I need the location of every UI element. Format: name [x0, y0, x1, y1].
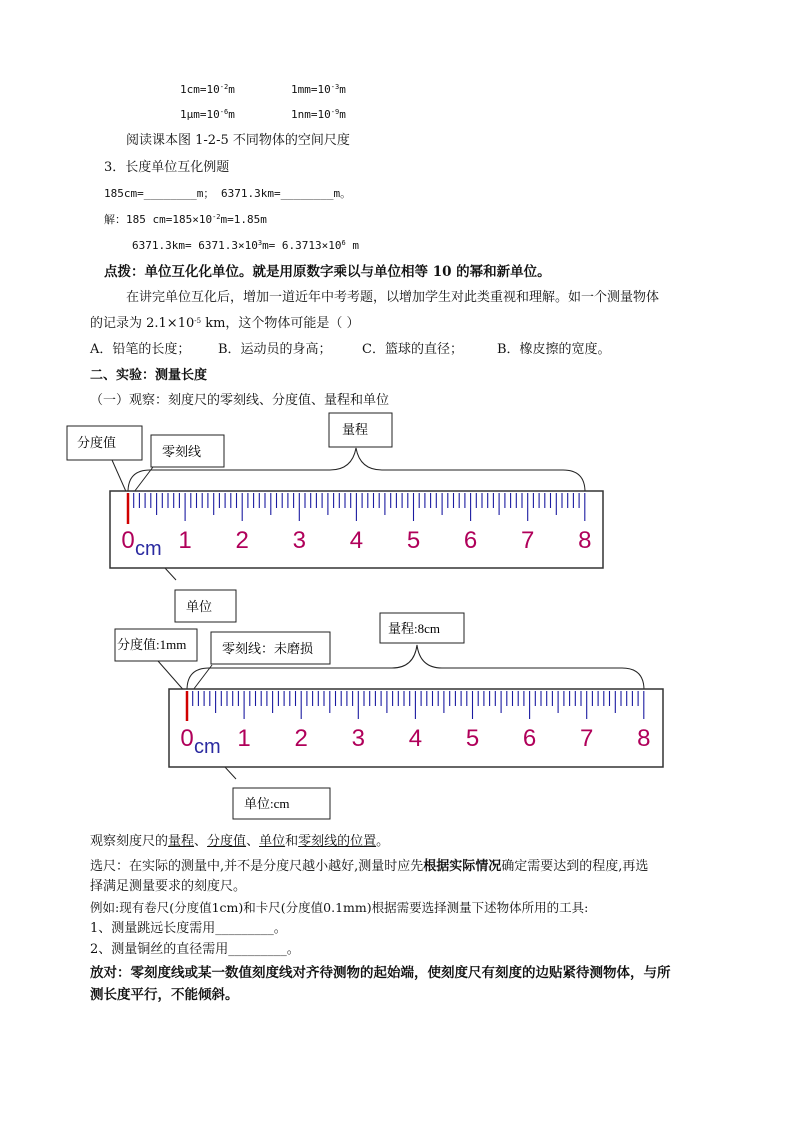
ruler-1-unit: cm [135, 538, 162, 560]
unit-um: $1\mu m=10^{-6}m$ [180, 108, 235, 121]
ruler-number: 0 [180, 725, 194, 752]
tip-text: 点拨：单位互化化单位。就是用原数字乘以与单位相等 10 的幂和新单位。 [104, 264, 551, 280]
observe-line: 观察刻度尺的量程、分度值、单位和零刻线的位置。 [90, 834, 390, 849]
option-c: C．篮球的直径； [362, 342, 463, 357]
option-b: B．运动员的身高； [218, 342, 332, 357]
label-fendu: 分度值 [77, 435, 117, 450]
label-unit-2: 单位:cm [244, 796, 290, 811]
ruler-number: 2 [235, 527, 249, 554]
select-line-2: 择满足测量要求的刻度尺。 [90, 879, 247, 894]
paragraph-line-1: 在讲完单位互化后，增加一道近年中考考题，以增加学生对此类重视和理解。如一个测量物体 [126, 290, 660, 305]
ruler-number: 6 [463, 527, 478, 554]
paragraph-line-2: 的记录为 $2.1\times 10^{-5}$ km，这个物体可能是（ ） [90, 316, 360, 331]
label-fendu-2: 分度值:1mm [117, 637, 187, 652]
label-unit: 单位 [186, 599, 213, 614]
ruler-number: 1 [237, 725, 251, 752]
ruler-number: 2 [294, 725, 308, 752]
unit-nm: $1nm=10^{-9}m$ [291, 108, 346, 121]
section2-title: 二、实验：测量长度 [90, 368, 208, 383]
question-2: 2、测量铜丝的直径需用_________。 [90, 942, 300, 957]
ruler-number: 3 [292, 527, 306, 554]
option-d: B．橡皮擦的宽度。 [497, 342, 611, 357]
section3-title: 3．长度单位互化例题 [104, 160, 230, 175]
unit-mm: $1mm=10^{-3}m$ [291, 83, 346, 96]
reading-note: 阅读课本图 1-2-5 不同物体的空间尺度 [126, 133, 350, 148]
ruler-number: 0 [121, 527, 135, 554]
example-line: 例如:现有卷尺(分度值1cm)和卡尺(分度值0.1mm)根据需要选择测量下述物体所用的工具: [90, 900, 589, 915]
ruler-1 [67, 413, 603, 622]
label-liangcheng-2: 量程:8cm [388, 621, 440, 636]
observe-title: （一）观察：刻度尺的零刻线、分度值、量程和单位 [90, 393, 390, 408]
ruler-number: 4 [408, 725, 423, 752]
question-1: 1、测量跳远长度需用_________。 [90, 921, 287, 936]
ruler-number: 5 [465, 725, 480, 752]
ruler-number: 5 [406, 527, 421, 554]
label-lingkexian-2: 零刻线：未磨损 [222, 641, 314, 656]
place-line-2: 测长度平行，不能倾斜。 [90, 987, 239, 1003]
label-liangcheng: 量程 [342, 422, 369, 437]
ruler-number: 7 [580, 725, 594, 752]
label-lingkexian: 零刻线 [162, 444, 202, 459]
place-line-1: 放对：零刻度线或某一数值刻度线对齐待测物的起始端，使刻度尺有刻度的边贴紧待测物体，与所 [90, 965, 671, 981]
ruler-number: 4 [349, 527, 364, 554]
solution-2: $6371.3km= 6371.3\times 10^3m= 6.3713\times 10^6$ m [132, 239, 360, 252]
unit-cm: $1cm=10^{-2}m$ [180, 83, 235, 96]
ruler-number: 8 [578, 527, 592, 554]
option-a: A．铅笔的长度； [90, 342, 191, 357]
solution-1: 解：185 $cm=185\times 10^{-2}m=1.85m$ [104, 213, 267, 226]
ruler-number: 3 [351, 725, 365, 752]
ruler-number: 7 [521, 527, 535, 554]
ruler-2-unit: cm [194, 736, 221, 758]
ruler-number: 1 [178, 527, 192, 554]
ruler-number: 8 [637, 725, 651, 752]
select-line-1: 选尺：在实际的测量中,并不是分度尺越小越好,测量时应先根据实际情况确定需要达到的程度,再选 [90, 859, 649, 874]
ruler-number: 6 [522, 725, 537, 752]
exercise-line: 185cm=________m； 6371.3km=________m。 [104, 187, 352, 200]
ruler-2 [115, 613, 663, 819]
